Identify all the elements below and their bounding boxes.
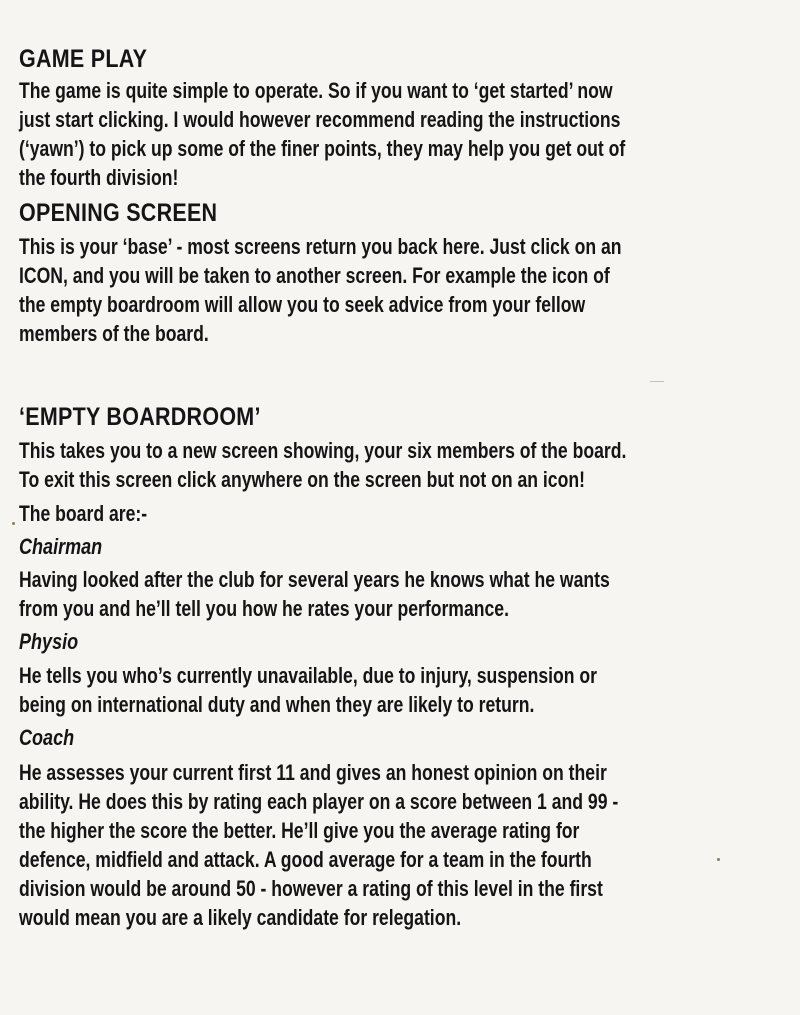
paper-speck: [650, 381, 664, 382]
paragraph-coach: [19, 758, 762, 932]
text-line: To exit this screen click anywhere on the screen but not on an icon!: [19, 467, 585, 492]
text-line: would mean you are a likely candidate for relegation.: [19, 905, 462, 930]
text-line: just start clicking. I would however recommend reading the instructions: [19, 107, 621, 132]
text-line: from you and he’ll tell you how he rates your performance.: [19, 596, 509, 621]
text-line: the empty boardroom will allow you to seek advice from your fellow: [19, 292, 586, 317]
paragraph-empty-boardroom: [19, 436, 762, 494]
text-line: ICON, and you will be taken to another screen. For example the icon of: [19, 263, 610, 288]
text-line: the fourth division!: [19, 165, 179, 190]
heading-game-play: GAME PLAY: [19, 45, 148, 73]
text-line: He assesses your current first 11 and gives an honest opinion on their: [19, 760, 607, 785]
text-line: Having looked after the club for several years he knows what he wants: [19, 567, 610, 592]
text-line: division would be around 50 - however a rating of this level in the first: [19, 876, 603, 901]
text-line: defence, midfield and attack. A good average for a team in the fourth: [19, 847, 592, 872]
subheading-coach: Coach: [19, 725, 75, 750]
text-line: (‘yawn’) to pick up some of the finer points, they may help you get out of: [19, 136, 626, 161]
paragraph-game-play: [19, 76, 762, 192]
paragraph-physio: [19, 661, 762, 719]
board-intro: [19, 499, 762, 528]
heading-empty-boardroom: ‘EMPTY BOARDROOM’: [19, 403, 261, 431]
text-line: members of the board.: [19, 321, 209, 346]
text-line: the higher the score the better. He’ll give you the average rating for: [19, 818, 580, 843]
paper-speck: [12, 522, 15, 525]
paragraph-chairman: [19, 565, 762, 623]
text-line: ability. He does this by rating each player on a score between 1 and 99 -: [19, 789, 619, 814]
text-line: The game is quite simple to operate. So if you want to ‘get started’ now: [19, 78, 613, 103]
text-line: The board are:-: [19, 501, 148, 526]
text-line: This takes you to a new screen showing, your six members of the board.: [19, 438, 627, 463]
heading-opening-screen: OPENING SCREEN: [19, 199, 218, 227]
paper-speck: [717, 858, 720, 861]
subheading-physio: Physio: [19, 629, 79, 654]
text-line: This is your ‘base’ - most screens return you back here. Just click on an: [19, 234, 622, 259]
paragraph-opening-screen: [19, 232, 762, 348]
subheading-chairman: Chairman: [19, 534, 103, 559]
text-line: being on international duty and when they are likely to return.: [19, 692, 535, 717]
text-line: He tells you who’s currently unavailable, due to injury, suspension or: [19, 663, 597, 688]
